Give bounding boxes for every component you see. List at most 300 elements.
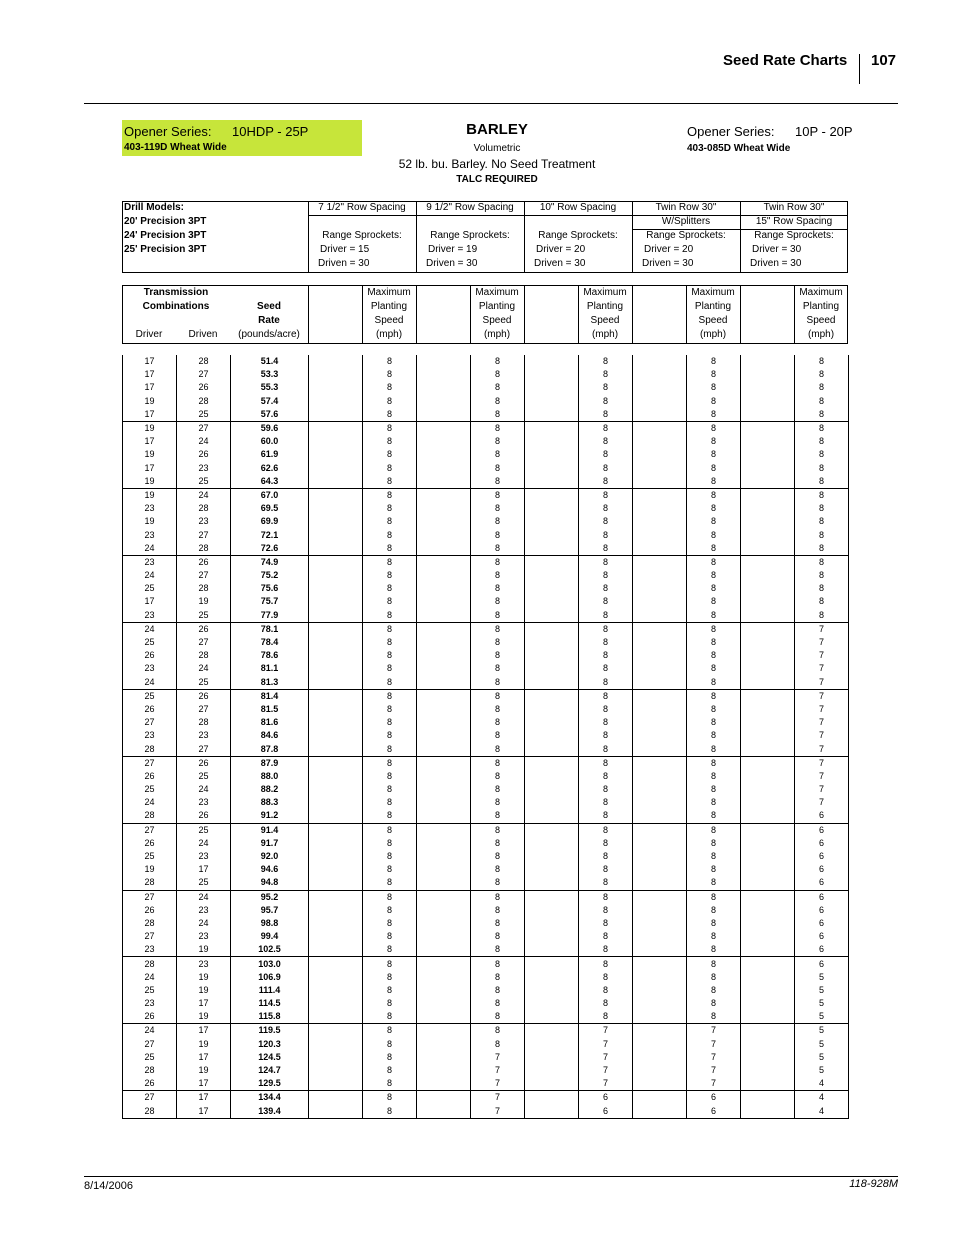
- max-speed-cell: 8: [795, 435, 849, 448]
- max-speed-cell: 6: [795, 904, 849, 917]
- spacer-cell: [525, 971, 579, 984]
- max-speed-heading: Speed: [698, 315, 728, 326]
- max-speed-heading: Planting: [802, 301, 840, 312]
- max-speed-cell: 8: [363, 676, 417, 690]
- max-speed-cell: 8: [471, 582, 525, 595]
- spacer-cell: [309, 355, 363, 368]
- spacer-cell: [309, 462, 363, 475]
- max-speed-cell: 8: [687, 863, 741, 876]
- seed-rate-cell: 124.5: [231, 1051, 309, 1064]
- max-speed-cell: 7: [687, 1024, 741, 1038]
- driver-cell: 28: [123, 809, 177, 823]
- spacer-cell: [309, 850, 363, 863]
- max-speed-cell: 8: [363, 1038, 417, 1051]
- seed-rate-cell: 78.1: [231, 622, 309, 636]
- max-speed-cell: 8: [471, 729, 525, 742]
- max-speed-cell: 8: [579, 823, 633, 837]
- seed-rate-cell: 124.7: [231, 1064, 309, 1077]
- spacer-cell: [741, 904, 795, 917]
- max-speed-cell: 8: [579, 796, 633, 809]
- spacing-driver: Driver = 20: [536, 244, 586, 255]
- max-speed-cell: 8: [795, 355, 849, 368]
- max-speed-cell: 8: [471, 555, 525, 569]
- driver-cell: 27: [123, 823, 177, 837]
- max-speed-cell: 8: [471, 622, 525, 636]
- max-speed-cell: 7: [579, 1064, 633, 1077]
- max-speed-cell: 8: [687, 515, 741, 528]
- spacer-cell: [525, 943, 579, 957]
- table-row: [123, 957, 849, 971]
- spacer-cell: [525, 823, 579, 837]
- seed-rate-cell: 81.3: [231, 676, 309, 690]
- spacing-driver: Driver = 20: [644, 244, 694, 255]
- max-speed-cell: 8: [687, 823, 741, 837]
- spacer-cell: [741, 542, 795, 556]
- driven-cell: 17: [177, 863, 231, 876]
- spacer-cell: [417, 943, 471, 957]
- spacer-cell: [525, 649, 579, 662]
- max-speed-cell: 8: [363, 876, 417, 890]
- max-speed-cell: 7: [795, 636, 849, 649]
- driver-cell: 24: [123, 1024, 177, 1038]
- seed-rate-cell: 74.9: [231, 555, 309, 569]
- spacer-cell: [525, 542, 579, 556]
- driver-cell: 26: [123, 837, 177, 850]
- spacer-cell: [741, 823, 795, 837]
- spacer-cell: [417, 462, 471, 475]
- max-speed-cell: 8: [579, 462, 633, 475]
- spacer-cell: [525, 582, 579, 595]
- spacer-cell: [417, 890, 471, 904]
- spacer-cell: [525, 395, 579, 408]
- driver-cell: 26: [123, 1077, 177, 1091]
- spacer-cell: [309, 957, 363, 971]
- spacer-cell: [633, 515, 687, 528]
- max-speed-cell: 5: [795, 984, 849, 997]
- spacer-cell: [309, 971, 363, 984]
- max-speed-cell: 7: [687, 1077, 741, 1091]
- seed-rate-cell: 88.3: [231, 796, 309, 809]
- spacer-cell: [741, 783, 795, 796]
- max-speed-cell: 8: [687, 809, 741, 823]
- max-speed-cell: 8: [579, 1010, 633, 1024]
- driven-cell: 26: [177, 555, 231, 569]
- spacer-cell: [633, 917, 687, 930]
- driven-cell: 26: [177, 448, 231, 461]
- driver-cell: 17: [123, 462, 177, 475]
- max-speed-cell: 8: [795, 395, 849, 408]
- header-rule: [84, 103, 898, 104]
- table-row: [123, 930, 849, 943]
- spacer-cell: [309, 595, 363, 608]
- max-speed-cell: 8: [579, 783, 633, 796]
- spacer-cell: [633, 462, 687, 475]
- max-speed-cell: 8: [363, 1091, 417, 1105]
- spacer-cell: [741, 703, 795, 716]
- max-speed-cell: 8: [363, 636, 417, 649]
- max-speed-heading: Planting: [370, 301, 408, 312]
- max-speed-heading: Planting: [694, 301, 732, 312]
- spacer-cell: [309, 1010, 363, 1024]
- table-row: [123, 823, 849, 837]
- spacer-cell: [525, 809, 579, 823]
- driver-cell: 24: [123, 622, 177, 636]
- table-row: [123, 770, 849, 783]
- spacer-cell: [633, 595, 687, 608]
- spacer-cell: [417, 528, 471, 541]
- max-speed-cell: 8: [579, 943, 633, 957]
- max-speed-cell: 8: [471, 569, 525, 582]
- spacer-cell: [309, 823, 363, 837]
- max-speed-cell: 8: [579, 984, 633, 997]
- driver-cell: 25: [123, 984, 177, 997]
- max-speed-cell: 8: [579, 542, 633, 556]
- spacer-cell: [633, 1024, 687, 1038]
- max-speed-cell: 7: [579, 1024, 633, 1038]
- spacer-cell: [633, 528, 687, 541]
- spacing-driver: Driver = 30: [752, 244, 802, 255]
- spacer-cell: [633, 971, 687, 984]
- spacer-cell: [309, 1105, 363, 1119]
- seed-rate-cell: 81.6: [231, 716, 309, 729]
- max-speed-cell: 8: [579, 742, 633, 756]
- driven-cell: 19: [177, 943, 231, 957]
- max-speed-cell: 8: [471, 515, 525, 528]
- max-speed-cell: 8: [363, 742, 417, 756]
- driver-cell: 25: [123, 850, 177, 863]
- max-speed-unit: (mph): [375, 329, 403, 340]
- max-speed-cell: 8: [363, 662, 417, 675]
- max-speed-cell: 8: [687, 783, 741, 796]
- max-speed-cell: 6: [687, 1091, 741, 1105]
- seed-rate-unit: (pounds/acre): [238, 329, 300, 340]
- crop-title: BARLEY: [466, 121, 528, 138]
- max-speed-cell: 8: [471, 609, 525, 623]
- drill-model: 25' Precision 3PT: [124, 244, 207, 255]
- max-speed-cell: 8: [471, 756, 525, 770]
- max-speed-cell: 7: [795, 689, 849, 703]
- spacing-sprockets: Range Sprockets:: [538, 230, 618, 241]
- max-speed-cell: 7: [471, 1051, 525, 1064]
- seed-rate-cell: 78.4: [231, 636, 309, 649]
- seed-rate-cell: 98.8: [231, 917, 309, 930]
- spacer-cell: [525, 703, 579, 716]
- driver-cell: 17: [123, 595, 177, 608]
- seed-rate-table: [122, 355, 849, 1119]
- spacer-cell: [633, 809, 687, 823]
- max-speed-cell: 8: [579, 649, 633, 662]
- spacer-cell: [633, 850, 687, 863]
- driver-cell: 17: [123, 355, 177, 368]
- spacer-cell: [741, 729, 795, 742]
- spacing-driven: Driven = 30: [426, 258, 478, 269]
- table-row: [123, 729, 849, 742]
- spacer-cell: [417, 1010, 471, 1024]
- seed-rate-cell: 72.1: [231, 528, 309, 541]
- seed-rate-cell: 72.6: [231, 542, 309, 556]
- seed-rate-cell: 57.6: [231, 408, 309, 422]
- max-speed-cell: 8: [687, 703, 741, 716]
- max-speed-cell: 6: [579, 1105, 633, 1119]
- spacer-cell: [309, 448, 363, 461]
- table-row: [123, 689, 849, 703]
- spacer-cell: [309, 636, 363, 649]
- max-speed-cell: 8: [795, 462, 849, 475]
- table-row: [123, 1010, 849, 1024]
- table-row: [123, 395, 849, 408]
- driver-cell: 24: [123, 796, 177, 809]
- spacer-cell: [309, 555, 363, 569]
- driven-cell: 25: [177, 770, 231, 783]
- spacer-cell: [633, 716, 687, 729]
- spacer-cell: [741, 1064, 795, 1077]
- spacer-cell: [309, 984, 363, 997]
- seed-rate-cell: 61.9: [231, 448, 309, 461]
- spacer-cell: [741, 368, 795, 381]
- max-speed-heading: Maximum: [583, 287, 627, 298]
- spacer-cell: [417, 957, 471, 971]
- max-speed-cell: 8: [471, 930, 525, 943]
- right-opener-code: 403-085D Wheat Wide: [687, 143, 791, 154]
- max-speed-cell: 8: [471, 957, 525, 971]
- max-speed-cell: 8: [579, 716, 633, 729]
- spacer-cell: [525, 1010, 579, 1024]
- driven-cell: 19: [177, 1010, 231, 1024]
- table-row: [123, 876, 849, 890]
- max-speed-cell: 8: [471, 421, 525, 435]
- spacer-cell: [633, 355, 687, 368]
- spacer-cell: [525, 742, 579, 756]
- table-row: [123, 622, 849, 636]
- spacer-cell: [525, 609, 579, 623]
- max-speed-cell: 8: [363, 863, 417, 876]
- spacer-cell: [417, 1024, 471, 1038]
- spacer-cell: [633, 555, 687, 569]
- max-speed-cell: 8: [687, 957, 741, 971]
- table-row: [123, 515, 849, 528]
- driven-cell: 23: [177, 515, 231, 528]
- spacer-cell: [417, 783, 471, 796]
- max-speed-cell: 8: [471, 1010, 525, 1024]
- spacer-cell: [525, 636, 579, 649]
- max-speed-cell: 8: [363, 475, 417, 489]
- max-speed-cell: 8: [471, 703, 525, 716]
- spacer-cell: [309, 930, 363, 943]
- max-speed-cell: 6: [795, 823, 849, 837]
- spacer-cell: [633, 636, 687, 649]
- max-speed-cell: 8: [363, 783, 417, 796]
- spacer-cell: [633, 542, 687, 556]
- max-speed-cell: 8: [579, 475, 633, 489]
- max-speed-cell: 8: [471, 823, 525, 837]
- table-row: [123, 528, 849, 541]
- max-speed-cell: 8: [579, 395, 633, 408]
- max-speed-cell: 8: [363, 569, 417, 582]
- table-row: [123, 1105, 849, 1119]
- spacer-cell: [525, 528, 579, 541]
- max-speed-cell: 8: [471, 809, 525, 823]
- spacer-cell: [417, 569, 471, 582]
- max-speed-cell: 6: [795, 809, 849, 823]
- driven-cell: 23: [177, 796, 231, 809]
- spacer-cell: [525, 756, 579, 770]
- max-speed-cell: 8: [795, 475, 849, 489]
- spacer-cell: [741, 943, 795, 957]
- max-speed-cell: 8: [687, 876, 741, 890]
- max-speed-cell: 8: [363, 943, 417, 957]
- spacer-cell: [417, 676, 471, 690]
- table-row: [123, 796, 849, 809]
- max-speed-cell: 8: [579, 488, 633, 502]
- max-speed-cell: 8: [579, 971, 633, 984]
- crop-method: Volumetric: [473, 143, 521, 154]
- table-row: [123, 448, 849, 461]
- driver-cell: 26: [123, 1010, 177, 1024]
- spacer-cell: [741, 930, 795, 943]
- table-row: [123, 582, 849, 595]
- spacer-cell: [417, 1064, 471, 1077]
- max-speed-cell: 8: [363, 488, 417, 502]
- spacer-cell: [633, 742, 687, 756]
- max-speed-cell: 8: [471, 876, 525, 890]
- spacer-cell: [741, 984, 795, 997]
- max-speed-cell: 8: [363, 462, 417, 475]
- max-speed-cell: 7: [795, 729, 849, 742]
- spacer-cell: [633, 863, 687, 876]
- max-speed-cell: 8: [687, 971, 741, 984]
- max-speed-cell: 8: [471, 395, 525, 408]
- driver-cell: 28: [123, 876, 177, 890]
- max-speed-cell: 8: [795, 421, 849, 435]
- max-speed-cell: 8: [579, 997, 633, 1010]
- spacer-cell: [309, 716, 363, 729]
- max-speed-cell: 8: [471, 676, 525, 690]
- max-speed-cell: 6: [795, 863, 849, 876]
- driven-heading: Driven: [188, 329, 218, 340]
- seed-rate-cell: 55.3: [231, 381, 309, 394]
- spacer-cell: [741, 582, 795, 595]
- max-speed-heading: Speed: [482, 315, 512, 326]
- driver-cell: 23: [123, 997, 177, 1010]
- max-speed-cell: 8: [687, 502, 741, 515]
- spacer-cell: [309, 1064, 363, 1077]
- max-speed-cell: 7: [471, 1064, 525, 1077]
- max-speed-cell: 8: [687, 742, 741, 756]
- driven-cell: 17: [177, 1024, 231, 1038]
- spacer-cell: [633, 703, 687, 716]
- spacing-label: 10" Row Spacing: [539, 202, 617, 213]
- spacer-cell: [633, 421, 687, 435]
- driver-cell: 17: [123, 381, 177, 394]
- spacer-cell: [309, 876, 363, 890]
- spacer-cell: [633, 569, 687, 582]
- spacer-cell: [417, 408, 471, 422]
- driver-cell: 23: [123, 729, 177, 742]
- spacing-driven: Driven = 30: [534, 258, 586, 269]
- driven-cell: 28: [177, 502, 231, 515]
- seed-rate-heading: Seed: [257, 301, 281, 312]
- max-speed-cell: 8: [687, 636, 741, 649]
- max-speed-cell: 8: [687, 716, 741, 729]
- max-speed-cell: 8: [363, 622, 417, 636]
- max-speed-cell: 8: [363, 1051, 417, 1064]
- spacer-cell: [633, 770, 687, 783]
- max-speed-cell: 8: [687, 850, 741, 863]
- seed-rate-cell: 102.5: [231, 943, 309, 957]
- driver-cell: 26: [123, 770, 177, 783]
- max-speed-cell: 5: [795, 1064, 849, 1077]
- spacer-cell: [633, 729, 687, 742]
- max-speed-cell: 8: [687, 609, 741, 623]
- spacer-cell: [525, 462, 579, 475]
- spacing-label: 9 1/2" Row Spacing: [426, 202, 514, 213]
- driver-cell: 17: [123, 408, 177, 422]
- spacer-cell: [417, 662, 471, 675]
- table-row: [123, 542, 849, 556]
- table-row: [123, 971, 849, 984]
- spacer-cell: [633, 662, 687, 675]
- seed-rate-cell: 134.4: [231, 1091, 309, 1105]
- driven-cell: 27: [177, 703, 231, 716]
- driver-cell: 19: [123, 475, 177, 489]
- page-number: 107: [871, 52, 897, 69]
- spacer-cell: [417, 997, 471, 1010]
- spacer-cell: [309, 890, 363, 904]
- spacer-cell: [741, 716, 795, 729]
- spacer-cell: [741, 837, 795, 850]
- max-speed-cell: 8: [363, 435, 417, 448]
- max-speed-cell: 8: [579, 809, 633, 823]
- spacer-cell: [309, 863, 363, 876]
- spacer-cell: [741, 649, 795, 662]
- max-speed-cell: 8: [363, 997, 417, 1010]
- max-speed-cell: 8: [687, 917, 741, 930]
- table-row: [123, 649, 849, 662]
- spacer-cell: [633, 1064, 687, 1077]
- spacer-cell: [417, 381, 471, 394]
- spacer-cell: [525, 917, 579, 930]
- driver-cell: 25: [123, 689, 177, 703]
- spacer-cell: [309, 729, 363, 742]
- max-speed-cell: 8: [471, 796, 525, 809]
- max-speed-cell: 8: [579, 930, 633, 943]
- table-row: [123, 662, 849, 675]
- spacer-cell: [741, 609, 795, 623]
- max-speed-cell: 8: [687, 381, 741, 394]
- spacer-cell: [741, 408, 795, 422]
- driven-cell: 24: [177, 890, 231, 904]
- table-row: [123, 1038, 849, 1051]
- max-speed-cell: 8: [471, 863, 525, 876]
- max-speed-cell: 6: [795, 957, 849, 971]
- spacer-cell: [741, 770, 795, 783]
- driven-cell: 23: [177, 957, 231, 971]
- spacer-cell: [525, 622, 579, 636]
- seed-rate-heading: Rate: [258, 315, 280, 326]
- max-speed-cell: 8: [363, 770, 417, 783]
- spacer-cell: [633, 756, 687, 770]
- spacer-cell: [741, 809, 795, 823]
- spacer-cell: [525, 997, 579, 1010]
- spacer-cell: [525, 904, 579, 917]
- max-speed-cell: 8: [471, 716, 525, 729]
- max-speed-cell: 8: [471, 595, 525, 608]
- spacer-cell: [525, 770, 579, 783]
- table-row: [123, 1077, 849, 1091]
- spacer-cell: [417, 689, 471, 703]
- max-speed-cell: 8: [687, 528, 741, 541]
- spacer-cell: [741, 355, 795, 368]
